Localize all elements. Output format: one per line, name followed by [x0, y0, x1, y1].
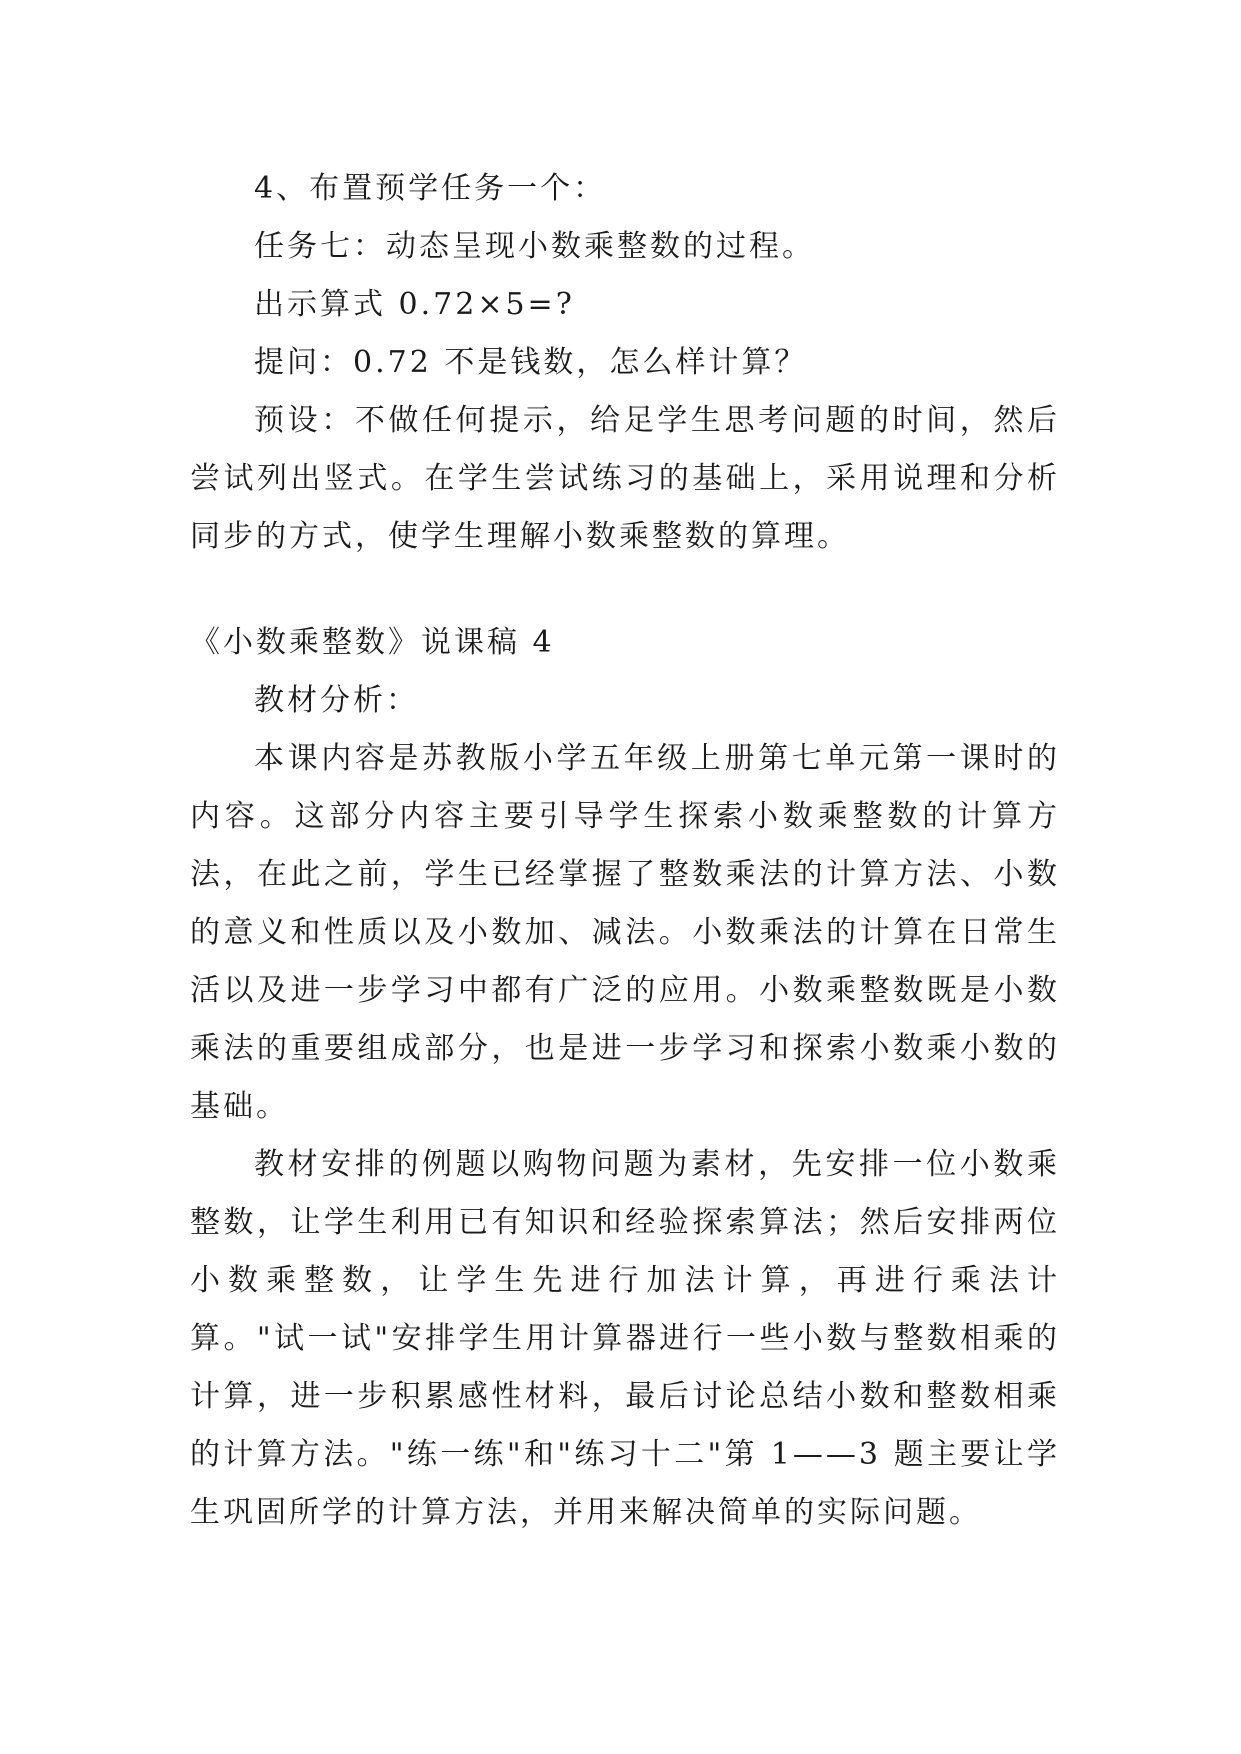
task-seven-line: 任务七：动态呈现小数乘整数的过程。 — [254, 229, 815, 264]
preset-paragraph: 预设：不做任何提示，给足学生思考问题的时间，然后尝试列出竖式。在学生尝试练习的基础上，采用说理和分析同步的方式，使学生理解小数乘整数的算理。 — [190, 403, 1060, 554]
document-body — [190, 160, 1060, 1542]
example-arrangement-paragraph: 教材安排的例题以购物问题为素材，先安排一位小数乘整数，让学生利用已有知识和经验探索算法；然后安排两位小数乘整数，让学生先进行加法计算，再进行乘法计算。"试一试"安排学生用计算器进行一些小数与整数相乘的计算，进一步积累感性材料，最后讨论总结小数和整数相乘的计算方法。"练一练"和"练习十二"第 1——3 题主要让学生巩固所学的计算方法，并用来解决简单的实际问题。 — [190, 1147, 1060, 1530]
section-title: 《小数乘整数》说课稿 4 — [190, 625, 555, 660]
formula-line: 出示算式 0.72×5=? — [254, 287, 575, 322]
task-assignment-line: 4、布置预学任务一个： — [254, 171, 607, 206]
question-line: 提问：0.72 不是钱数，怎么样计算？ — [254, 345, 808, 380]
material-analysis-label: 教材分析： — [254, 683, 419, 718]
lesson-content-paragraph: 本课内容是苏教版小学五年级上册第七单元第一课时的内容。这部分内容主要引导学生探索小数乘整数的计算方法，在此之前，学生已经掌握了整数乘法的计算方法、小数的意义和性质以及小数加、减法。小数乘法的计算在日常生活以及进一步学习中都有广泛的应用。小数乘整数既是小数乘法的重要组成部分，也是进一步学习和探索小数乘小数的基础。 — [190, 741, 1060, 1124]
